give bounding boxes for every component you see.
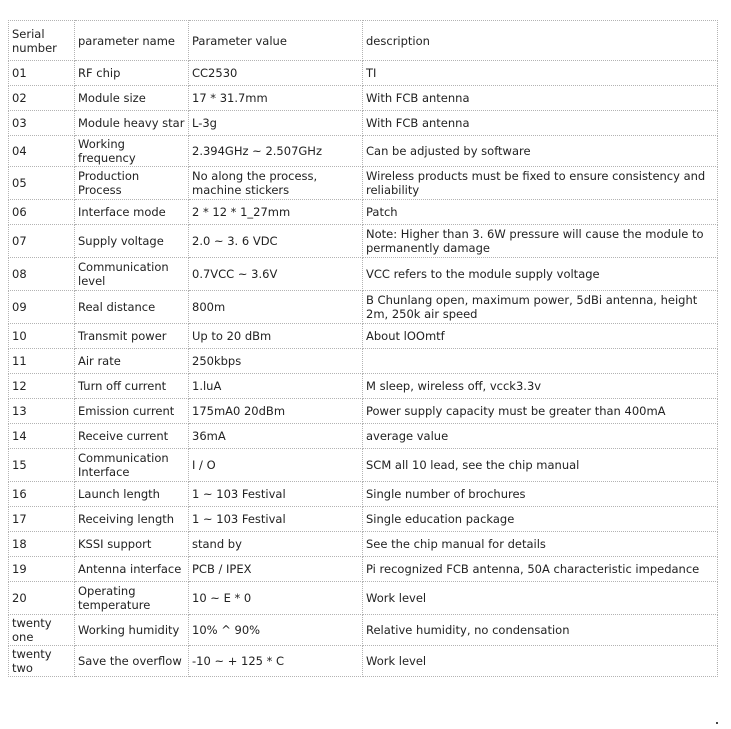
description-cell: With FCB antenna	[363, 86, 718, 111]
parameter-value-cell: 0.7VCC ~ 3.6V	[189, 258, 363, 291]
serial-cell: 11	[9, 349, 75, 374]
parameter-name-cell: Operating temperature	[75, 582, 189, 615]
serial-cell: 16	[9, 482, 75, 507]
parameter-name-cell: Launch length	[75, 482, 189, 507]
serial-cell: 19	[9, 557, 75, 582]
table-row	[9, 86, 718, 111]
parameter-name-cell: Supply voltage	[75, 225, 189, 258]
description-cell: TI	[363, 61, 718, 86]
parameter-value-cell: -10 ~ + 125 * C	[189, 646, 363, 677]
parameter-value-cell: CC2530	[189, 61, 363, 86]
serial-cell: 20	[9, 582, 75, 615]
parameter-name-cell: Save the overflow	[75, 646, 189, 677]
parameter-value-cell: 10 ~ E * 0	[189, 582, 363, 615]
description-cell: With FCB antenna	[363, 111, 718, 136]
parameter-value-cell: stand by	[189, 532, 363, 557]
serial-cell: 07	[9, 225, 75, 258]
table-row	[9, 61, 718, 86]
description-cell: Pi recognized FCB antenna, 50A characteristic impedance	[363, 557, 718, 582]
parameter-value-cell: 800m	[189, 291, 363, 324]
parameter-value-cell: 1 ~ 103 Festival	[189, 507, 363, 532]
parameter-value-cell: I / O	[189, 449, 363, 482]
description-cell: Single education package	[363, 507, 718, 532]
serial-cell: 09	[9, 291, 75, 324]
parameter-name-cell: Interface mode	[75, 200, 189, 225]
serial-cell: 18	[9, 532, 75, 557]
serial-cell: 15	[9, 449, 75, 482]
description-cell: Relative humidity, no condensation	[363, 615, 718, 646]
table-row	[9, 167, 718, 200]
table-row	[9, 424, 718, 449]
parameter-value-cell: 2.0 ~ 3. 6 VDC	[189, 225, 363, 258]
table-row	[9, 482, 718, 507]
table-row	[9, 225, 718, 258]
parameter-name-cell: Communication level	[75, 258, 189, 291]
header-serial-number: Serial number	[9, 21, 75, 61]
table-row	[9, 582, 718, 615]
parameter-value-cell: 250kbps	[189, 349, 363, 374]
serial-cell: 01	[9, 61, 75, 86]
parameter-value-cell: 1 ~ 103 Festival	[189, 482, 363, 507]
table-row	[9, 258, 718, 291]
table-row	[9, 291, 718, 324]
parameter-table	[8, 20, 718, 677]
parameter-name-cell: Receive current	[75, 424, 189, 449]
parameter-name-cell: Working frequency	[75, 136, 189, 167]
parameter-value-cell: L-3g	[189, 111, 363, 136]
description-cell: Work level	[363, 582, 718, 615]
table-row	[9, 324, 718, 349]
table-row	[9, 615, 718, 646]
parameter-name-cell: Module heavy star	[75, 111, 189, 136]
table-row	[9, 532, 718, 557]
parameter-value-cell: 1.luA	[189, 374, 363, 399]
table-row	[9, 507, 718, 532]
parameter-name-cell: Emission current	[75, 399, 189, 424]
serial-cell: 08	[9, 258, 75, 291]
description-cell: average value	[363, 424, 718, 449]
table-row	[9, 349, 718, 374]
description-cell: See the chip manual for details	[363, 532, 718, 557]
serial-cell: 14	[9, 424, 75, 449]
description-cell: B Chunlang open, maximum power, 5dBi antenna, height 2m, 250k air speed	[363, 291, 718, 324]
table-row	[9, 557, 718, 582]
parameter-value-cell: 10% ^ 90%	[189, 615, 363, 646]
description-cell: About lOOmtf	[363, 324, 718, 349]
parameter-name-cell: Communication Interface	[75, 449, 189, 482]
parameter-name-cell: Transmit power	[75, 324, 189, 349]
table-row	[9, 449, 718, 482]
table-row	[9, 374, 718, 399]
parameter-value-cell: 2.394GHz ~ 2.507GHz	[189, 136, 363, 167]
parameter-value-cell: 36mA	[189, 424, 363, 449]
description-cell: Wireless products must be fixed to ensure consistency and reliability	[363, 167, 718, 200]
serial-cell: 06	[9, 200, 75, 225]
parameter-name-cell: Production Process	[75, 167, 189, 200]
serial-cell: 10	[9, 324, 75, 349]
parameter-name-cell: Antenna interface	[75, 557, 189, 582]
parameter-value-cell: PCB / IPEX	[189, 557, 363, 582]
corner-dot	[716, 722, 718, 724]
parameter-name-cell: Receiving length	[75, 507, 189, 532]
header-description: description	[363, 21, 718, 61]
description-cell: M sleep, wireless off, vcck3.3v	[363, 374, 718, 399]
header-parameter-value: Parameter value	[189, 21, 363, 61]
table-row	[9, 200, 718, 225]
parameter-name-cell: Turn off current	[75, 374, 189, 399]
parameter-name-cell: Module size	[75, 86, 189, 111]
table-row	[9, 399, 718, 424]
serial-cell: 13	[9, 399, 75, 424]
description-cell: Patch	[363, 200, 718, 225]
parameter-name-cell: Air rate	[75, 349, 189, 374]
description-cell: Work level	[363, 646, 718, 677]
parameter-value-cell: Up to 20 dBm	[189, 324, 363, 349]
serial-cell: 03	[9, 111, 75, 136]
serial-cell: 02	[9, 86, 75, 111]
parameter-value-cell: 175mA0 20dBm	[189, 399, 363, 424]
parameter-value-cell: 2 * 12 * 1_27mm	[189, 200, 363, 225]
table-row	[9, 136, 718, 167]
serial-cell: 12	[9, 374, 75, 399]
description-cell: Can be adjusted by software	[363, 136, 718, 167]
description-cell	[363, 349, 718, 374]
description-cell: SCM all 10 lead, see the chip manual	[363, 449, 718, 482]
serial-cell: 04	[9, 136, 75, 167]
table-row	[9, 646, 718, 677]
serial-cell: twenty two	[9, 646, 75, 677]
description-cell: Power supply capacity must be greater than 400mA	[363, 399, 718, 424]
table-row	[9, 111, 718, 136]
parameter-name-cell: Working humidity	[75, 615, 189, 646]
parameter-name-cell: KSSI support	[75, 532, 189, 557]
description-cell: Single number of brochures	[363, 482, 718, 507]
header-parameter-name: parameter name	[75, 21, 189, 61]
parameter-name-cell: Real distance	[75, 291, 189, 324]
parameter-name-cell: RF chip	[75, 61, 189, 86]
serial-cell: twenty one	[9, 615, 75, 646]
description-cell: VCC refers to the module supply voltage	[363, 258, 718, 291]
serial-cell: 05	[9, 167, 75, 200]
description-cell: Note: Higher than 3. 6W pressure will cause the module to permanently damage	[363, 225, 718, 258]
table-header-row	[9, 21, 718, 61]
serial-cell: 17	[9, 507, 75, 532]
parameter-value-cell: No along the process, machine stickers	[189, 167, 363, 200]
parameter-value-cell: 17 * 31.7mm	[189, 86, 363, 111]
